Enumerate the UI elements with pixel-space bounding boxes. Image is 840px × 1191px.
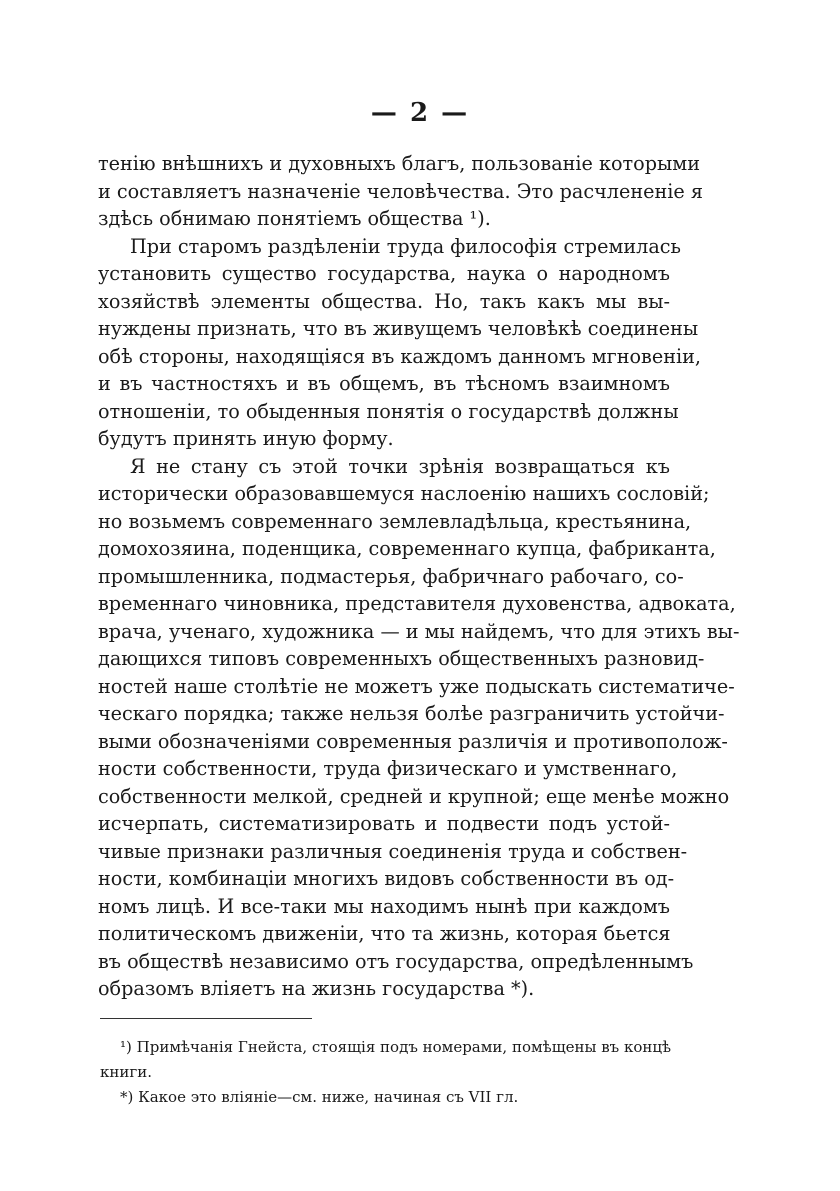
- paragraph-3: [98, 453, 740, 1003]
- text-line: въ обществѣ независимо отъ государства, опредѣленнымъ: [98, 949, 694, 973]
- paragraph-1: [98, 150, 703, 233]
- text-line: Я не стану съ этой точки зрѣнія возвращаться къ: [130, 454, 670, 478]
- paragraph-2: [98, 233, 702, 453]
- footnote-1-line: ¹) Примѣчанія Гнейста, стоящія подъ номерами, помѣщены въ концѣ: [120, 1038, 672, 1056]
- text-line: ности собственности, труда физическаго и умственнаго,: [98, 757, 678, 780]
- text-line: тенію внѣшнихъ и духовныхъ благъ, пользованіе которыми: [98, 152, 700, 175]
- text-line: отношеніи, то обыденныя понятія о государствѣ должны: [98, 399, 679, 423]
- text-line: обѣ стороны, находящіяся въ каждомъ данномъ мгновеніи,: [98, 344, 702, 368]
- text-line: и въ частностяхъ и въ общемъ, въ тѣсномъ взаимномъ: [98, 372, 670, 395]
- text-line: хозяйствѣ элементы общества. Но, такъ какъ мы вы-: [98, 289, 670, 313]
- text-line: и составляетъ назначеніе человѣчества. Это расчлененіе я: [98, 179, 703, 203]
- footnotes: [100, 1035, 670, 1110]
- page-number: — 2 —: [370, 98, 470, 128]
- text-line: номъ лицѣ. И все-таки мы находимъ нынѣ при каждомъ: [98, 894, 670, 918]
- footnote-1-line: книги.: [100, 1063, 152, 1081]
- text-line: ческаго порядка; также нельзя болѣе разграничить устойчи-: [98, 702, 725, 725]
- text-line: собственности мелкой, средней и крупной; еще менѣе можно: [98, 784, 730, 808]
- text-line: временнаго чиновника, представителя духовенства, адвоката,: [98, 592, 736, 615]
- footnote-2-line: *) Какое это вліяніе—см. ниже, начиная съ VII гл.: [120, 1088, 519, 1106]
- footnote-divider: [100, 1018, 312, 1019]
- text-line: здѣсь обнимаю понятіемъ общества ¹).: [98, 207, 491, 230]
- text-line: исчерпать, систематизировать и подвести подъ устой-: [98, 812, 670, 835]
- text-line: дающихся типовъ современныхъ общественныхъ разновид-: [98, 647, 705, 670]
- text-line: ности, комбинаціи многихъ видовъ собственности въ од-: [98, 867, 675, 890]
- text-line: выми обозначеніями современныя различія и противополож-: [98, 729, 728, 753]
- text-line: но возьмемъ современнаго землевладѣльца, крестьянина,: [98, 509, 692, 533]
- text-line: промышленника, подмастерья, фабричнаго рабочаго, со-: [98, 564, 684, 588]
- text-line: При старомъ раздѣленіи труда философія стремилась: [130, 234, 681, 258]
- body-text: [98, 150, 740, 1003]
- text-line: чивые признаки различныя соединенія труда и собствен-: [98, 839, 688, 863]
- text-line: ностей наше столѣтіе не можетъ уже подыскать систематиче-: [98, 674, 735, 698]
- text-line: образомъ вліяетъ на жизнь государства *).: [98, 977, 535, 1000]
- text-line: нуждены признать, что въ живущемъ человѣкѣ соединены: [98, 317, 699, 340]
- text-line: исторически образовавшемуся наслоенію нашихъ сословій;: [98, 482, 710, 505]
- text-line: врача, ученаго, художника — и мы найдемъ, что для этихъ вы-: [98, 619, 740, 643]
- text-line: будутъ принять иную форму.: [98, 427, 394, 450]
- text-line: политическомъ движеніи, что та жизнь, которая бьется: [98, 922, 671, 945]
- text-line: домохозяина, поденщика, современнаго купца, фабриканта,: [98, 537, 716, 560]
- text-line: установить существо государства, наука о народномъ: [98, 262, 670, 285]
